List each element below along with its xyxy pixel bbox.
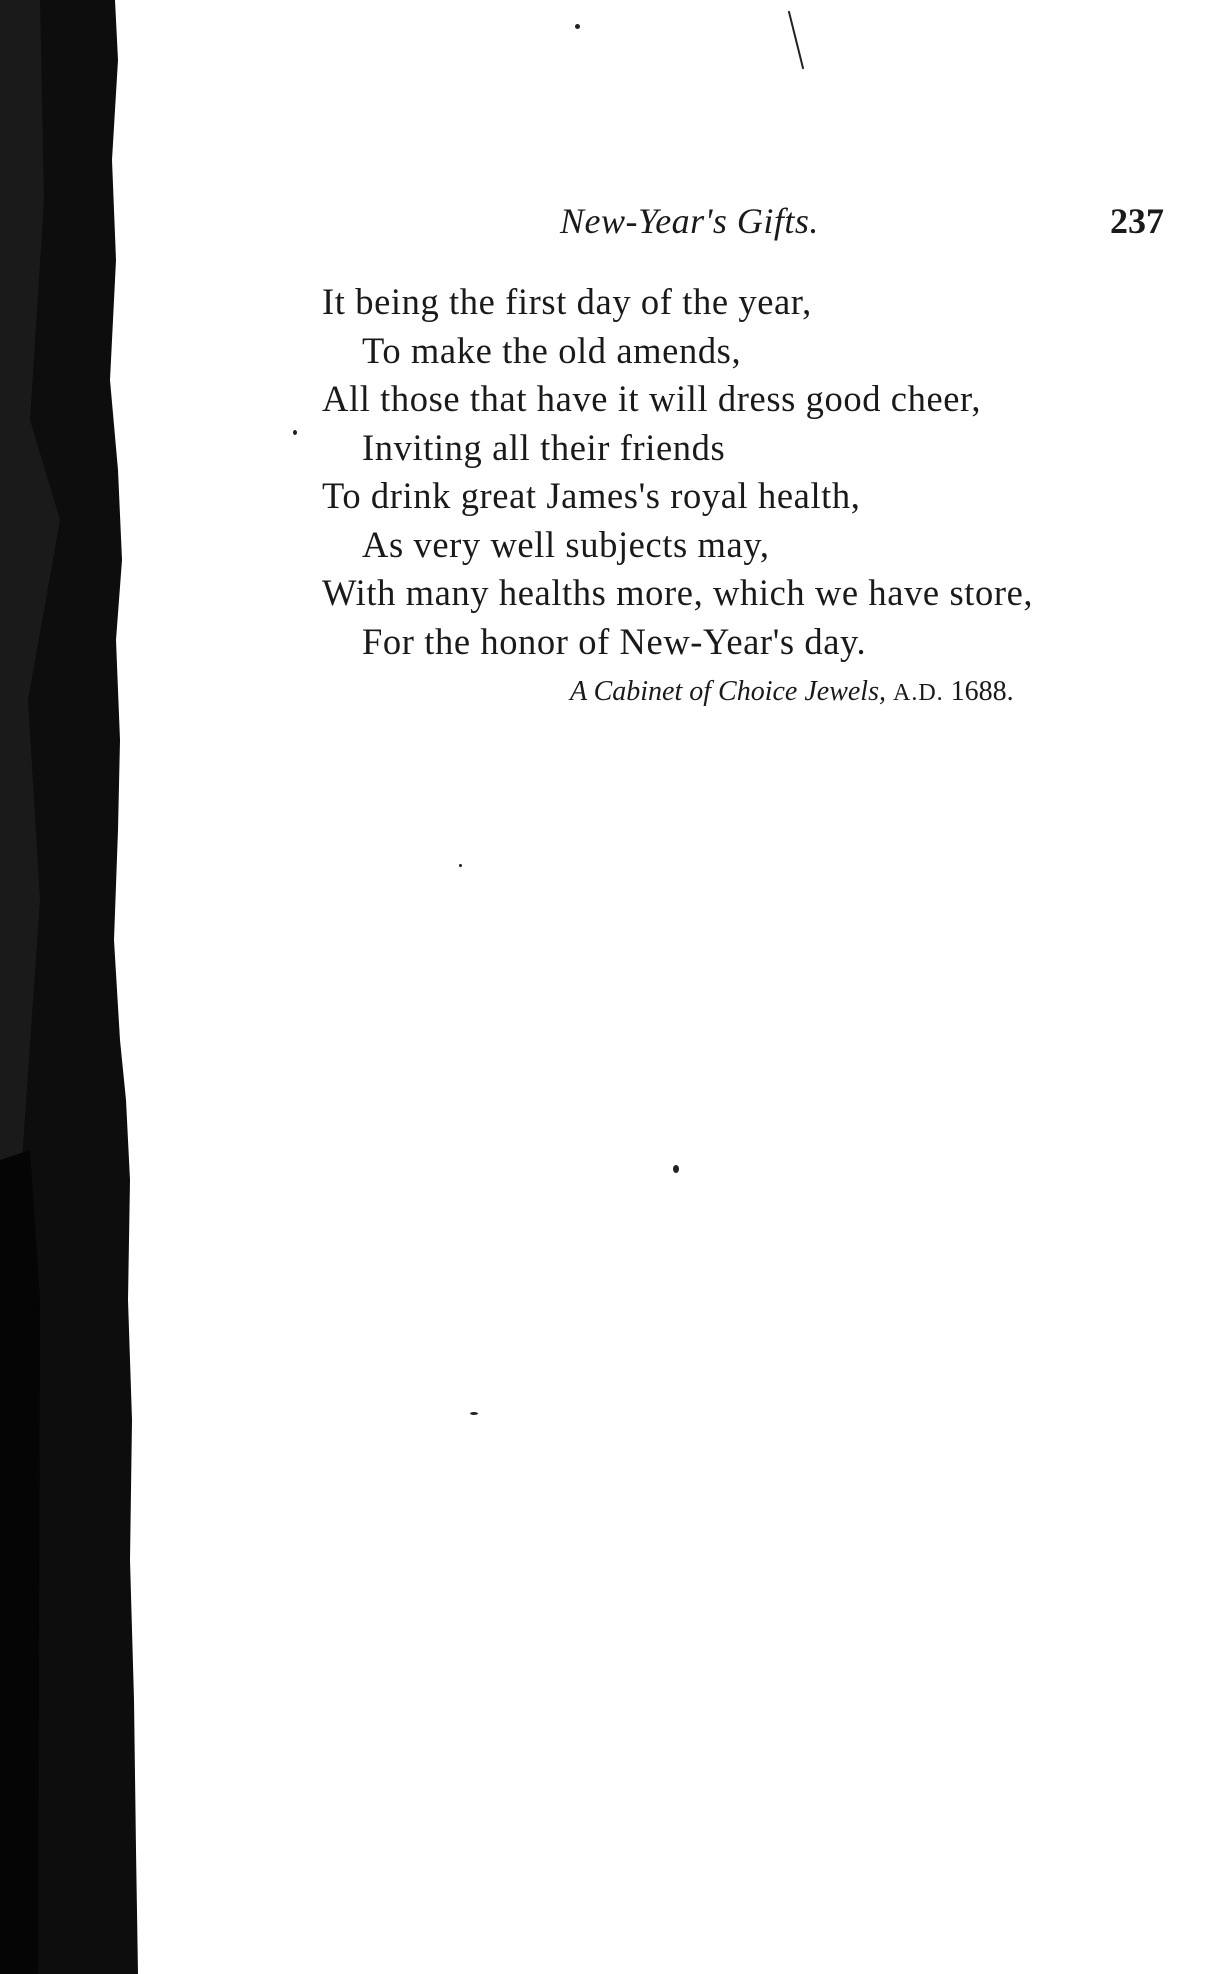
poem-line: For the honor of New-Year's day. xyxy=(362,620,867,662)
attribution xyxy=(570,676,1014,708)
scan-speck xyxy=(459,864,462,867)
poem-line: To make the old amends, xyxy=(362,329,742,371)
poem-line: To drink great James's royal health, xyxy=(322,475,861,516)
poem-line: It being the first day of the year, xyxy=(322,281,812,322)
poem-line: All those that have it will dress good cheer, xyxy=(322,378,982,419)
poem-line: With many healths more, which we have store, xyxy=(322,572,1034,613)
scanned-gutter-shadow xyxy=(0,0,140,1974)
scan-speck xyxy=(788,11,804,70)
attribution-era: A.D. xyxy=(892,680,944,706)
scan-speck xyxy=(673,1165,679,1173)
scan-speck xyxy=(293,430,297,435)
attribution-source: A Cabinet of Choice Jewels, xyxy=(570,676,886,707)
poem-line: As very well subjects may, xyxy=(362,523,770,565)
attribution-year: 1688. xyxy=(950,676,1014,707)
scan-speck xyxy=(575,24,580,29)
poem xyxy=(322,278,1202,666)
poem-line: Inviting all their friends xyxy=(362,426,726,468)
scan-speck xyxy=(470,1412,478,1415)
running-head-title: New-Year's Gifts. xyxy=(560,201,819,241)
page-number: 237 xyxy=(1110,201,1164,241)
